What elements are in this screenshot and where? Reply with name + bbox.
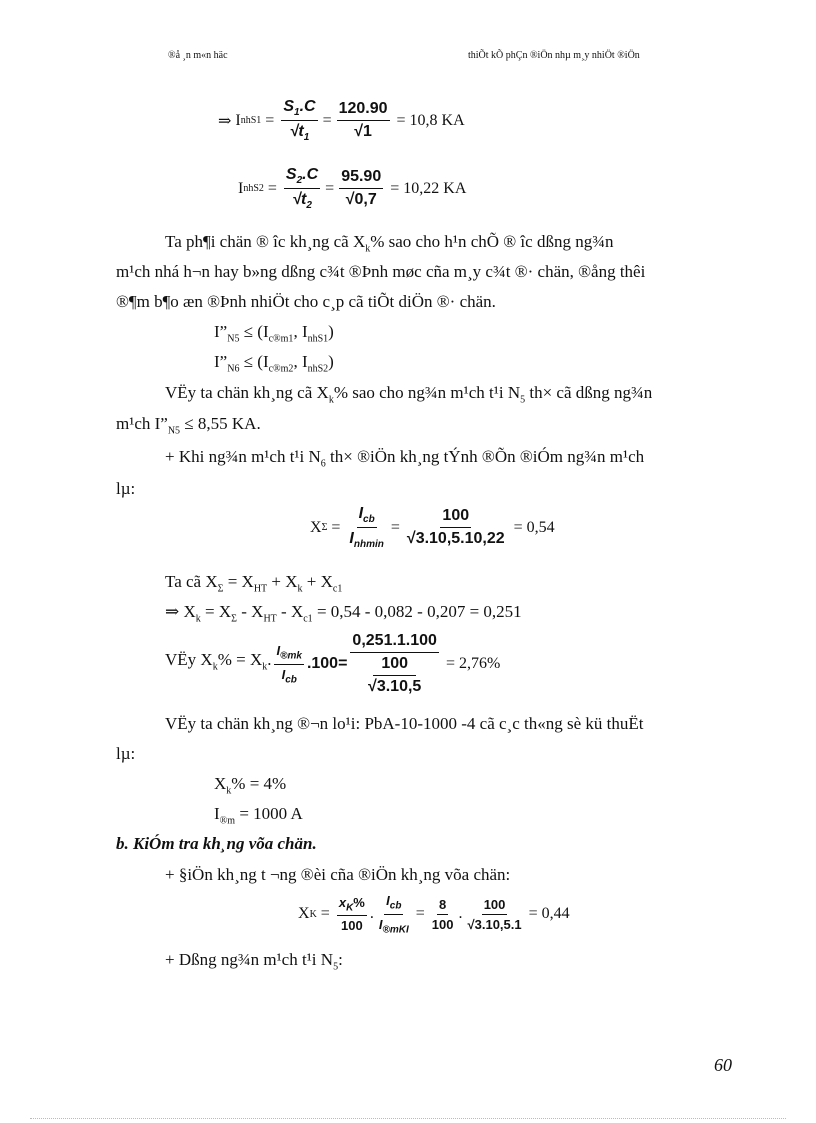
- equation-xk-percent: VËy $X_k\% = X_k$. $\frac{I_{®mk}}{I_{cb}}$ .100= 0,251.1.100 100 √3.10,5 = 2,76%: [165, 632, 501, 695]
- header-left: ®å ¸n m«n häc: [168, 50, 228, 61]
- fraction: $\frac{I_{®mk}}{I_{cb}}$: [276, 642, 302, 686]
- equation-xsigma: X Σ = $\frac{I_{cb}}{I_{nhmin}}$ = $\frac{100}{√3.10,5.10,22}$ = 0,54: [310, 505, 555, 551]
- footer-dotted-line: [30, 1118, 786, 1119]
- fraction: 0,251.1.100 100 √3.10,5: [352, 632, 437, 695]
- header-right: thiÕt kÕ phÇn ®iÖn nhµ m¸y nhiÖt ®iÖn: [468, 50, 640, 61]
- paragraph-line: Ta ph¶i chän ® îc kh¸ng cã $X_k\%$ sao cho h¹n chÕ ® îc dßng ng¾n: [165, 232, 614, 255]
- paragraph-line: + Dßng ng¾n m¹ch t¹i $N_5$:: [165, 950, 343, 973]
- fraction: $\frac{I_{cb}}{I_{nhmin}}$: [349, 505, 384, 551]
- fraction: $\frac{95.90}{√0,7}$: [341, 168, 382, 209]
- equation-xK: X K = $\frac{x_K\%}{100}$ . $\frac{I_{cb}}{I_{®mKI}}$ = $\frac{8}{100}$ . $\frac{100}{√3.10,5.1}$ = 0,44: [298, 893, 570, 936]
- page-number: 60: [714, 1055, 732, 1075]
- paragraph-line: m¹ch nhá h¬n hay b»ng dßng c¾t ®Þnh møc cña m¸y c¾t ®· chän, ®ång thêi: [116, 262, 646, 281]
- paragraph-line: VËy ta chän kh¸ng cã $X_k\%$ sao cho ng¾n m¹ch t¹i $N_5$ th× cã dßng ng¾n: [165, 383, 653, 406]
- paragraph-line: lµ:: [116, 479, 136, 498]
- implies-arrow: ⇒: [165, 602, 180, 621]
- fraction: $\frac{I_{cb}}{I_{®mKI}}$: [378, 893, 409, 936]
- section-heading: b. KiÓm tra kh¸ng võa chän.: [116, 834, 317, 853]
- condition-n5: $I”_{N5} \le (I_{c®m1}$, $I_{nhS1}$): [214, 322, 334, 345]
- paragraph-line: + Khi ng¾n m¹ch t¹i $N_6$ th× ®iÖn kh¸ng tÝnh ®Õn ®iÓm ng¾n m¹ch: [165, 447, 645, 470]
- paragraph-line: lµ:: [116, 744, 136, 763]
- paragraph-line: ®¶m b¶o æn ®Þnh nhiÖt cho c¸p cã tiÕt diÖn ®· chän.: [116, 292, 496, 311]
- paragraph-line: + §iÖn kh¸ng t ¬ng ®èi cña ®iÖn kh¸ng võa chän:: [165, 865, 511, 884]
- implies-arrow: ⇒: [218, 112, 232, 130]
- spec-idm: $I_{®m} = 1000$ A: [214, 804, 303, 827]
- fraction: $\frac{S_1.C}{√t_1}$: [283, 98, 316, 144]
- fraction: $\frac{x_K\%}{100}$: [338, 894, 365, 934]
- spec-xk: $X_k\% = 4\%$: [214, 774, 287, 797]
- condition-n6: $I”_{N6} \le (I_{c®m2}$, $I_{nhS2}$): [214, 352, 334, 375]
- fraction: $\frac{S_2.C}{√t_2}$: [285, 166, 319, 212]
- fraction: $\frac{100}{√3.10,5.1}$: [467, 896, 522, 932]
- fraction: $\frac{8}{100}$: [431, 896, 454, 932]
- fraction: $\frac{100}{√3.10,5.10,22}$: [406, 507, 505, 548]
- paragraph-line: m¹ch $I”_{N5} \le 8,55$ KA.: [116, 414, 261, 437]
- paragraph-line: VËy ta chän kh¸ng ®¬n lo¹i: PbA-10-1000 -4 cã c¸c th«ng sè kü thuËt: [165, 714, 644, 733]
- equation-line: ⇒ $X_k = X_\Sigma - X_{HT} - X_{c1} = 0,54 - 0,082 - 0,207 = 0,251$: [165, 602, 522, 625]
- equation-line: Ta cã $X_\Sigma = X_{HT} + X_k + X_{c1}$: [165, 572, 343, 595]
- equation-ins2: I nhS2 = $\frac{S_2.C}{√t_2}$ = $\frac{95.90}{√0,7}$ = 10,22 KA: [238, 166, 467, 212]
- equation-ins1: ⇒ I nhS1 = $\frac{S_1.C}{√t_1}$ = $\frac{120.90}{√1}$ = 10,8 KA: [218, 98, 465, 144]
- fraction: $\frac{120.90}{√1}$: [338, 100, 388, 141]
